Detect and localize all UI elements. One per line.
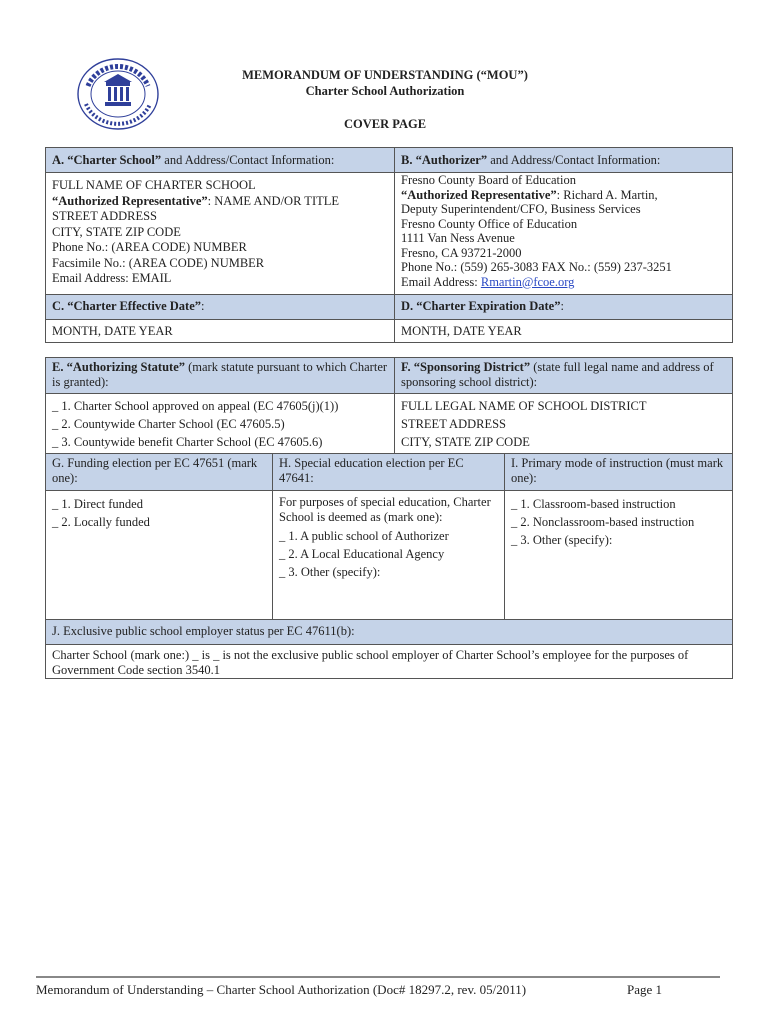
- statute-option-1[interactable]: _ 1. Charter School approved on appeal (EC 47605(j)(1)): [52, 399, 339, 413]
- section-i-heading: I. Primary mode of instruction (must mark one):: [505, 454, 732, 490]
- authorizer-street: 1111 Van Ness Avenue: [401, 231, 515, 245]
- section-d-heading: D. “Charter Expiration Date”:: [395, 295, 732, 319]
- section-c-heading: C. “Charter Effective Date”:: [46, 295, 394, 319]
- statute-option-2[interactable]: _ 2. Countywide Charter School (EC 47605.5): [52, 417, 285, 431]
- charter-street: STREET ADDRESS: [52, 209, 157, 223]
- cover-page-heading: COVER PAGE: [343, 117, 427, 131]
- instruction-option-1[interactable]: _ 1. Classroom-based instruction: [511, 497, 676, 511]
- section-g-heading: G. Funding election per EC 47651 (mark one):: [46, 454, 272, 490]
- footer-rule: [36, 976, 720, 978]
- authorizer-office: Fresno County Office of Education: [401, 216, 578, 231]
- section-b-heading: B. “Authorizer” and Address/Contact Information:: [395, 148, 732, 172]
- section-h-heading: H. Special education election per EC 47641:: [273, 454, 504, 490]
- district-city: CITY, STATE ZIP CODE: [401, 435, 530, 449]
- charter-phone: Phone No.: (AREA CODE) NUMBER: [52, 240, 247, 254]
- section-h-body: [273, 493, 504, 583]
- section-e-body: [46, 395, 394, 453]
- charter-school-name: FULL NAME OF CHARTER SCHOOL: [52, 178, 256, 192]
- authorizer-org: Fresno County Board of Education: [401, 173, 576, 187]
- district-street: STREET ADDRESS: [401, 417, 506, 431]
- special-ed-intro: For purposes of special education, Charter School is deemed as (mark one):: [279, 495, 491, 524]
- section-a-body: [46, 176, 394, 289]
- charter-city: CITY, STATE ZIP CODE: [52, 224, 181, 239]
- district-name: FULL LEGAL NAME OF SCHOOL DISTRICT: [401, 399, 647, 413]
- footer-document-info: Memorandum of Understanding – Charter School Authorization (Doc# 18297.2, rev. 05/2011): [36, 982, 527, 997]
- funding-option-2[interactable]: _ 2. Locally funded: [52, 515, 150, 529]
- authorizer-representative: “Authorized Representative”: Richard A. Martin,: [401, 187, 658, 202]
- fresno-county-office-of-education-logo: [74, 56, 162, 132]
- special-ed-option-1[interactable]: _ 1. A public school of Authorizer: [279, 529, 449, 543]
- authorization-details-table: [45, 357, 733, 679]
- charter-fax: Facsimile No.: (AREA CODE) NUMBER: [52, 255, 265, 270]
- section-b-body: [395, 171, 732, 291]
- section-f-heading: F. “Sponsoring District” (state full legal name and address of sponsoring school district):: [395, 358, 732, 393]
- special-ed-option-3[interactable]: _ 3. Other (specify):: [279, 565, 381, 579]
- instruction-option-3[interactable]: _ 3. Other (specify):: [511, 533, 613, 547]
- expiration-date-value: MONTH, DATE YEAR: [401, 324, 522, 338]
- document-title: MEMORANDUM OF UNDERSTANDING (“MOU”): [242, 68, 528, 82]
- charter-representative: “Authorized Representative”: NAME AND/OR TITLE: [52, 193, 340, 208]
- section-f-body: [395, 395, 732, 453]
- document-subtitle: Charter School Authorization: [305, 84, 465, 98]
- funding-option-1[interactable]: _ 1. Direct funded: [52, 497, 143, 511]
- special-ed-option-2[interactable]: _ 2. A Local Educational Agency: [279, 547, 445, 561]
- section-a-heading: A. “Charter School” and Address/Contact Information:: [46, 148, 394, 172]
- section-j-heading: J. Exclusive public school employer status per EC 47611(b):: [46, 620, 732, 644]
- authorizer-title: Deputy Superintendent/CFO, Business Services: [401, 202, 641, 216]
- page-number: Page 1: [627, 982, 663, 997]
- authorizer-email-link[interactable]: Rmartin@fcoe.org: [480, 274, 575, 289]
- authorizer-phone: Phone No.: (559) 265-3083 FAX No.: (559) 237-3251: [401, 260, 672, 274]
- statute-option-3[interactable]: _ 3. Countywide benefit Charter School (EC 47605.6): [52, 435, 323, 449]
- section-g-body: [46, 493, 272, 533]
- effective-date-value: MONTH, DATE YEAR: [52, 324, 173, 338]
- contact-info-table: [45, 147, 733, 343]
- charter-email: Email Address: EMAIL: [52, 271, 172, 285]
- section-j-body: Charter School (mark one:) _ is _ is not the exclusive public school employer of Charter School’s employee for the purposes of Government Code section 3540.1: [52, 648, 689, 677]
- instruction-option-2[interactable]: _ 2. Nonclassroom-based instruction: [511, 515, 695, 529]
- authorizer-city: Fresno, CA 93721-2000: [401, 245, 522, 260]
- authorizer-email: Email Address: Rmartin@fcoe.org: [401, 274, 575, 289]
- section-e-heading: E. “Authorizing Statute” (mark statute pursuant to which Charter is granted):: [46, 358, 394, 393]
- section-i-body: [505, 493, 732, 551]
